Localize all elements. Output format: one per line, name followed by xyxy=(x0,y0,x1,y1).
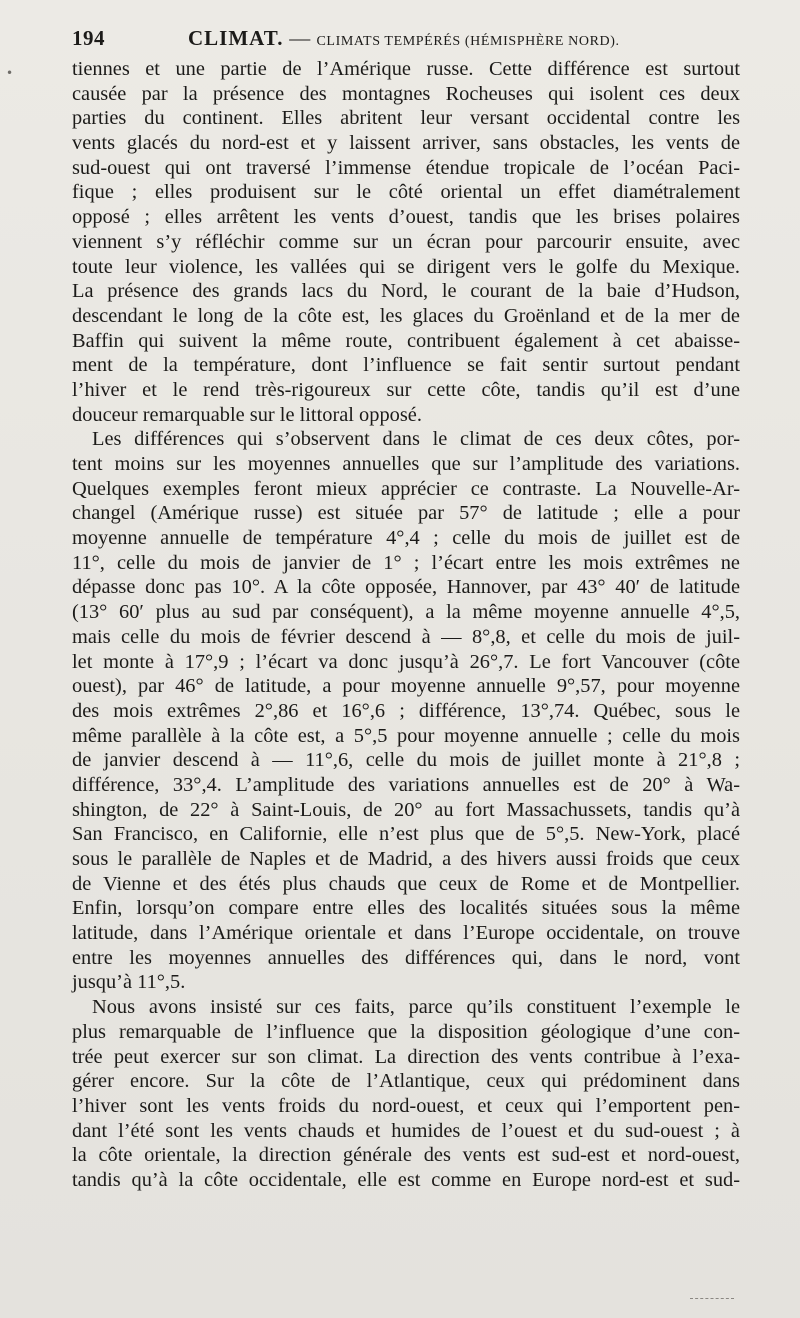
text-line: jusqu’à 11°,5. xyxy=(72,971,186,994)
running-title xyxy=(188,26,620,51)
text-line: plus remarquable de l’influence que la disposition géologique d’une con- xyxy=(72,1020,740,1043)
text-line: viennent s’y réfléchir comme sur un écran pour parcourir ensuite, avec xyxy=(72,230,740,253)
text-line: causée par la présence des montagnes Rocheuses qui isolent ces deux xyxy=(72,82,740,105)
text-line: de janvier descend à — 11°,6, celle du mois de juillet monte à 21°,8 ; xyxy=(72,749,740,772)
text-line: entre les moyennes annuelles des différences qui, dans le nord, vont xyxy=(72,946,740,969)
text-line: Les différences qui s’observent dans le climat de ces deux côtes, por- xyxy=(92,428,740,451)
text-line: shington, de 22° à Saint-Louis, de 20° au fort Massachussets, tandis qu’à xyxy=(72,798,740,821)
text-line: vents glacés du nord-est et y laissent arriver, sans obstacles, les vents de xyxy=(72,132,740,155)
page-number: 194 xyxy=(72,26,105,50)
margin-speck: • xyxy=(6,66,14,80)
text-line: tandis qu’à la côte occidentale, elle est comme en Europe nord-est et sud- xyxy=(72,1168,740,1191)
text-line: l’hiver sont les vents froids du nord-ouest, et ceux qui l’emportent pen- xyxy=(72,1094,740,1117)
text-line: sud-ouest qui ont traversé l’immense étendue tropicale de l’océan Paci- xyxy=(72,156,740,179)
text-line: sous le parallèle de Naples et de Madrid, a des hivers aussi froids que ceux xyxy=(72,848,740,870)
text-line: San Francisco, en Californie, elle n’est plus que de 5°,5. New-York, placé xyxy=(72,823,740,846)
text-body xyxy=(72,57,740,1193)
text-line: parties du continent. Elles abritent leur versant occidental contre les xyxy=(72,107,740,130)
text-line: dépasse donc pas 10°. A la côte opposée, Hannover, par 43° 40′ de latitude xyxy=(72,576,740,599)
text-line: ouest), par 46° de latitude, a pour moyenne annuelle 9°,57, pour moyenne xyxy=(72,675,740,698)
text-line: changel (Amérique russe) est située par 57° de latitude ; elle a pour xyxy=(72,502,740,525)
text-line: latitude, dans l’Amérique orientale et dans l’Europe occidentale, on trouve xyxy=(72,922,740,945)
text-line: la côte orientale, la direction générale des vents est sud-est et nord-ouest, xyxy=(72,1144,740,1167)
page-smudge xyxy=(690,1298,734,1301)
text-line: différence, 33°,4. L’amplitude des variations annuelles est de 20° à Wa- xyxy=(72,773,740,796)
text-line: let monte à 17°,9 ; l’écart va donc jusqu’à 26°,7. Le fort Vancouver (côte xyxy=(72,650,740,673)
text-line: tiennes et une partie de l’Amérique russe. Cette différence est surtout xyxy=(72,58,740,80)
running-title-main: CLIMAT. xyxy=(188,26,284,50)
running-title-sub: CLIMATS TEMPÉRÉS (HÉMISPHÈRE NORD). xyxy=(316,34,620,49)
text-line: gérer encore. Sur la côte de l’Atlantique, ceux qui prédominent dans xyxy=(72,1070,740,1093)
text-line: (13° 60′ plus au sud par conséquent), a la même moyenne annuelle 4°,5, xyxy=(72,601,740,624)
text-line: mais celle du mois de février descend à — 8°,8, et celle du mois de juil- xyxy=(72,625,740,648)
text-line: fique ; elles produisent sur le côté oriental un effet diamétralement xyxy=(72,181,740,204)
text-line: La présence des grands lacs du Nord, le courant de la baie d’Hudson, xyxy=(72,280,740,303)
text-line: trée peut exercer sur son climat. La direction des vents contribue à l’exa- xyxy=(72,1045,740,1068)
running-header xyxy=(72,26,740,56)
text-line: Baffin qui suivent la même route, contribuent également à cet abaisse- xyxy=(72,329,740,352)
text-line: descendant le long de la côte est, les glaces du Groënland et de la mer de xyxy=(72,304,740,327)
text-line: Nous avons insisté sur ces faits, parce qu’ils constituent l’exemple le xyxy=(92,996,740,1019)
text-line: 11°, celle du mois de janvier de 1° ; l’écart entre les mois extrêmes ne xyxy=(72,551,740,574)
text-line: Enfin, lorsqu’on compare entre elles des localités situées sous la même xyxy=(72,897,740,920)
text-line: douceur remarquable sur le littoral opposé. xyxy=(72,403,422,426)
text-line: moyenne annuelle de température 4°,4 ; celle du mois de juillet est de xyxy=(72,527,740,550)
text-line: Quelques exemples feront mieux apprécier ce contraste. La Nouvelle-Ar- xyxy=(72,477,740,500)
text-line: opposé ; elles arrêtent les vents d’ouest, tandis que les brises polaires xyxy=(72,206,740,229)
text-line: ment de la température, dont l’influence se fait sentir surtout pendant xyxy=(72,354,740,377)
text-line: des mois extrêmes 2°,86 et 16°,6 ; différence, 13°,74. Québec, sous le xyxy=(72,699,740,722)
text-line: toute leur violence, les vallées qui se dirigent vers le golfe du Mexique. xyxy=(72,255,740,278)
text-line: tent moins sur les moyennes annuelles que sur l’amplitude des variations. xyxy=(72,453,740,475)
text-line: l’hiver et le rend très-rigoureux sur cette côte, tandis qu’il est d’une xyxy=(72,378,740,401)
text-line: de Vienne et des étés plus chauds que ceux de Rome et de Montpellier. xyxy=(72,872,740,895)
text-line: même parallèle à la côte est, a 5°,5 pour moyenne annuelle ; celle du mois xyxy=(72,724,740,747)
running-title-dash: — xyxy=(283,26,317,50)
text-line: dant l’été sont les vents chauds et humides de l’ouest et du sud-ouest ; à xyxy=(72,1119,740,1142)
